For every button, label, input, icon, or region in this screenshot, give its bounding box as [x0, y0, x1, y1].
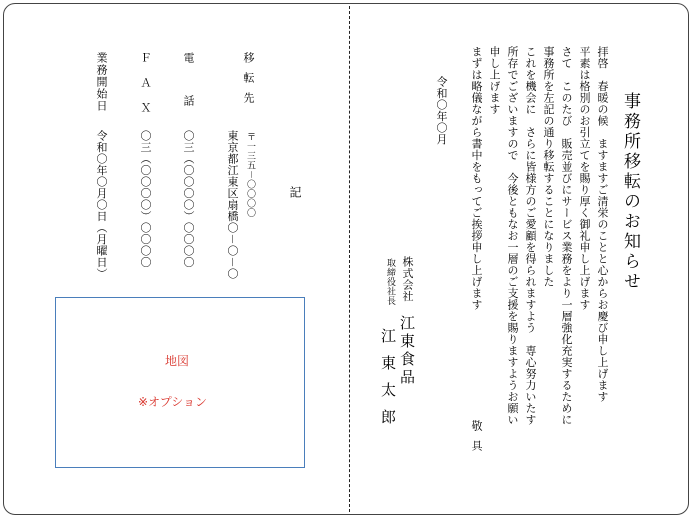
map-placeholder [55, 297, 305, 468]
start-value: 令和〇年〇月〇日（月曜日） [95, 130, 108, 280]
letter-date: 令和〇年〇月 [435, 76, 448, 145]
letter-title: 事務所移転のお知らせ [620, 92, 640, 292]
body-line-8: まずは略儀ながら書中をもってご挨拶申し上げます [470, 46, 483, 311]
company-name: 江東食品 [398, 315, 416, 387]
fold-line [349, 6, 350, 512]
body-line-7: 申し上げます [488, 46, 501, 115]
postal-code: 〒一三五－〇〇〇〇 [245, 132, 255, 218]
map-option-note: ※オプション [138, 395, 207, 409]
company-prefix: 株式会社 [401, 256, 414, 302]
map-label: 地図 [165, 354, 190, 368]
body-line-1: 拝啓 春暖の候 ますますご清栄のことと心からお慶び申し上げます [596, 46, 609, 403]
ki-mark: 記 [288, 186, 302, 199]
fax-label: ＦＡＸ [139, 52, 152, 127]
body-line-2: 平素は格別のお引立てを賜り厚く御礼申し上げます [578, 46, 591, 311]
keigu: 敬具 [470, 420, 483, 460]
signer-name: 江東太郎 [379, 328, 397, 436]
tel-label: 電話 [182, 52, 195, 138]
body-line-4: 事務所を左記の通り移転することになりました [542, 46, 555, 288]
body-line-5: これを機会に さらに皆様方のご愛顧を得られますよう 専心努力いたす [524, 46, 537, 426]
fax-value: 〇三（〇〇〇〇）〇〇〇〇 [139, 130, 152, 268]
tel-value: 〇三（〇〇〇〇）〇〇〇〇 [182, 130, 195, 268]
start-label: 業務開始日 [95, 52, 108, 112]
body-line-6: 所存でございますので 今後ともなお一層のご支援を賜りますようお願い [506, 46, 519, 426]
signer-role: 取締役社長 [385, 258, 395, 306]
address: 東京都江東区扇橋〇－〇－〇 [226, 130, 239, 280]
move-label: 移転先 [242, 52, 255, 112]
body-line-3: さて このたび 販売並びにサービス業務をより一層強化充実するために [560, 46, 573, 426]
